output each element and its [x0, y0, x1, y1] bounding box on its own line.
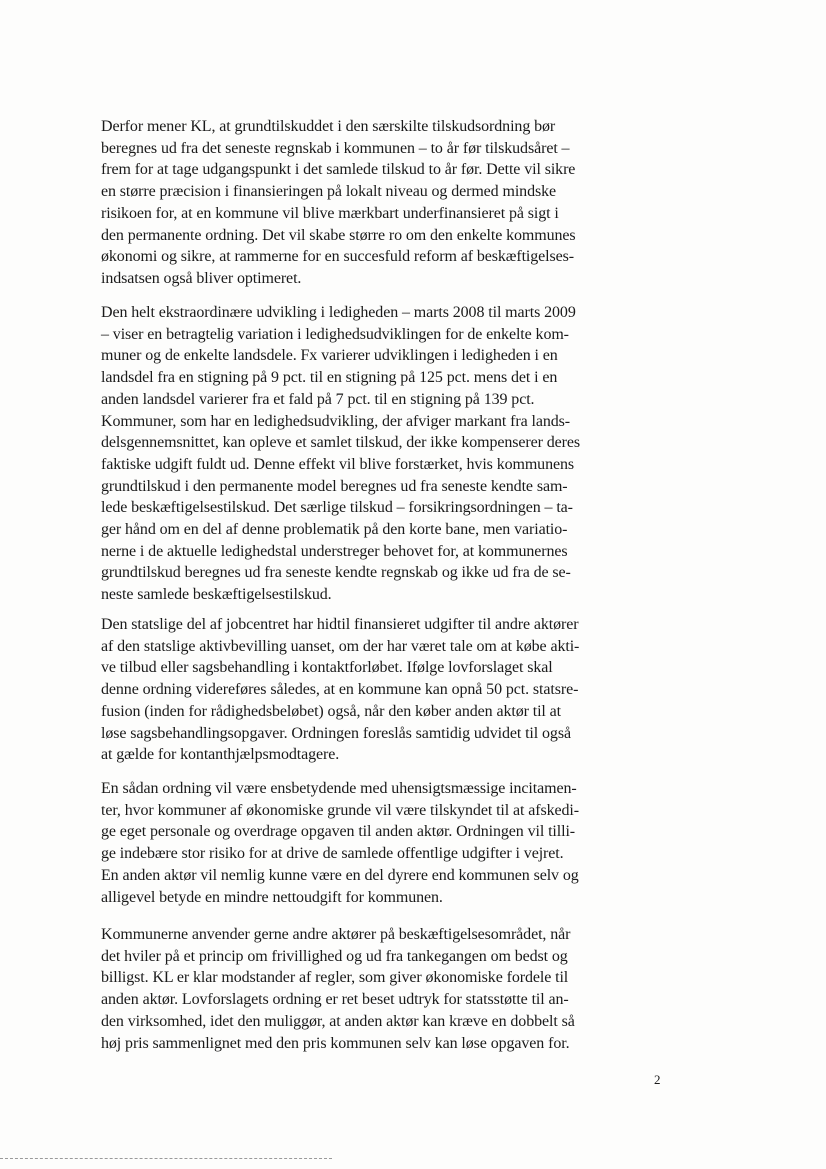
text-line: anden aktør. Lovforslagets ordning er ret beset udtryk for statsstøtte til an-	[101, 991, 569, 1009]
text-line: økonomi og sikre, at rammerne for en succesfuld reform af beskæftigelses-	[101, 248, 574, 266]
text-line: Kommuner, som har en ledighedsudvikling, der afviger markant fra lands-	[101, 412, 571, 430]
text-line: høj pris sammenlignet med den pris kommunen selv kan løse opgaven for.	[101, 1034, 570, 1052]
text-line: en større præcision i finansieringen på lokalt niveau og dermed mindske	[101, 183, 557, 201]
text-line: alligevel betyde en mindre nettoudgift for kommunen.	[101, 888, 443, 906]
text-line: lede beskæftigelsestilskud. Det særlige tilskud – forsikringsordningen – ta-	[101, 499, 573, 517]
text-line: Den statslige del af jobcentret har hidtil finansieret udgifter til andre aktører	[101, 616, 579, 633]
text-line: denne ordning videreføres således, at en kommune kan opnå 50 pct. statsre-	[101, 681, 579, 699]
text-line: faktiske udgift fuldt ud. Denne effekt vil blive forstærket, hvis kommunens	[101, 455, 575, 473]
text-line: En anden aktør vil nemlig kunne være en del dyrere end kommunen selv og	[101, 866, 579, 884]
page-number: 2	[654, 1072, 661, 1087]
text-line: – viser en betragtelig variation i ledighedsudviklingen for de enkelte kom-	[101, 325, 569, 343]
text-line: løse sagsbehandlingsopgaver. Ordningen foreslås samtidig udvidet til også	[101, 724, 571, 742]
paragraph-andre-aktoerer	[101, 924, 621, 1054]
text-line: den virksomhed, idet den muliggør, at anden aktør kan kræve en dobbelt så	[101, 1012, 575, 1030]
text-line: af den statslige aktivbevilling uanset, om der har været tale om at købe akti-	[101, 637, 580, 655]
text-line: ve tilbud eller sagsbehandling i kontaktforløbet. Ifølge lovforslaget skal	[101, 659, 553, 677]
text-line: risikoen for, at en kommune vil blive mærkbart underfinansieret på sigt i	[101, 204, 559, 222]
text-line: ge indebære stor risiko for at drive de samlede offentlige udgifter i vejret.	[101, 845, 564, 863]
text-line: ge eget personale og overdrage opgaven til anden aktør. Ordningen vil tilli-	[101, 823, 576, 841]
text-line: anden landsdel varierer fra et fald på 7 pct. til en stigning på 139 pct.	[101, 390, 535, 408]
text-line: grundtilskud beregnes ud fra seneste kendte regnskab og ikke ud fra de se-	[101, 564, 571, 582]
text-line: En sådan ordning vil være ensbetydende med uhensigtsmæssige incitamen-	[101, 780, 577, 797]
text-line: at gælde for kontanthjælpsmodtagere.	[101, 746, 340, 764]
footer-divider	[0, 1158, 332, 1159]
text-line: nerne i de aktuelle ledighedstal understreger behovet for, at kommunernes	[101, 542, 568, 560]
paragraph-statslige-del	[101, 614, 621, 766]
text-line: delsgennemsnittet, kan opleve et samlet tilskud, der ikke kompenserer deres	[101, 434, 581, 452]
text-line: billigst. KL er klar modstander af regler, som giver økonomiske fordele til	[101, 969, 569, 987]
text-line: ger hånd om en del af denne problematik på den korte bane, men variatio-	[101, 521, 568, 539]
text-line: ter, hvor kommuner af økonomiske grunde vil være tilskyndet til at afskedi-	[101, 801, 579, 819]
paragraph-grundtilskud	[101, 116, 621, 290]
text-line: neste samlede beskæftigelsestilskud.	[101, 586, 332, 604]
text-line: beregnes ud fra det seneste regnskab i kommunen – to år før tilskudsåret –	[101, 139, 570, 157]
text-line: muner og de enkelte landsdele. Fx varierer udviklingen i ledigheden i en	[101, 347, 558, 365]
text-line: landsdel fra en stigning på 9 pct. til en stigning på 125 pct. mens det i en	[101, 369, 558, 387]
text-line: frem for at tage udgangspunkt i det samlede tilskud to år før. Dette vil sikre	[101, 161, 576, 179]
paragraph-incitamenter	[101, 778, 621, 908]
text-line: det hviler på et princip om frivillighed og ud fra tankegangen om bedst og	[101, 947, 568, 965]
text-line: Derfor mener KL, at grundtilskuddet i den særskilte tilskudsordning bør	[101, 118, 556, 135]
text-line: grundtilskud i den permanente model beregnes ud fra seneste kendte sam-	[101, 477, 568, 495]
text-line: fusion (inden for rådighedsbeløbet) også, når den køber anden aktør til at	[101, 702, 562, 720]
text-line: indsatsen også bliver optimeret.	[101, 269, 302, 287]
text-line: Kommunerne anvender gerne andre aktører på beskæftigelsesområdet, når	[101, 926, 571, 943]
text-line: Den helt ekstraordinære udvikling i ledigheden – marts 2008 til marts 2009	[101, 304, 576, 321]
text-line: den permanente ordning. Det vil skabe større ro om den enkelte kommunes	[101, 226, 576, 244]
paragraph-ledighed	[101, 302, 621, 606]
